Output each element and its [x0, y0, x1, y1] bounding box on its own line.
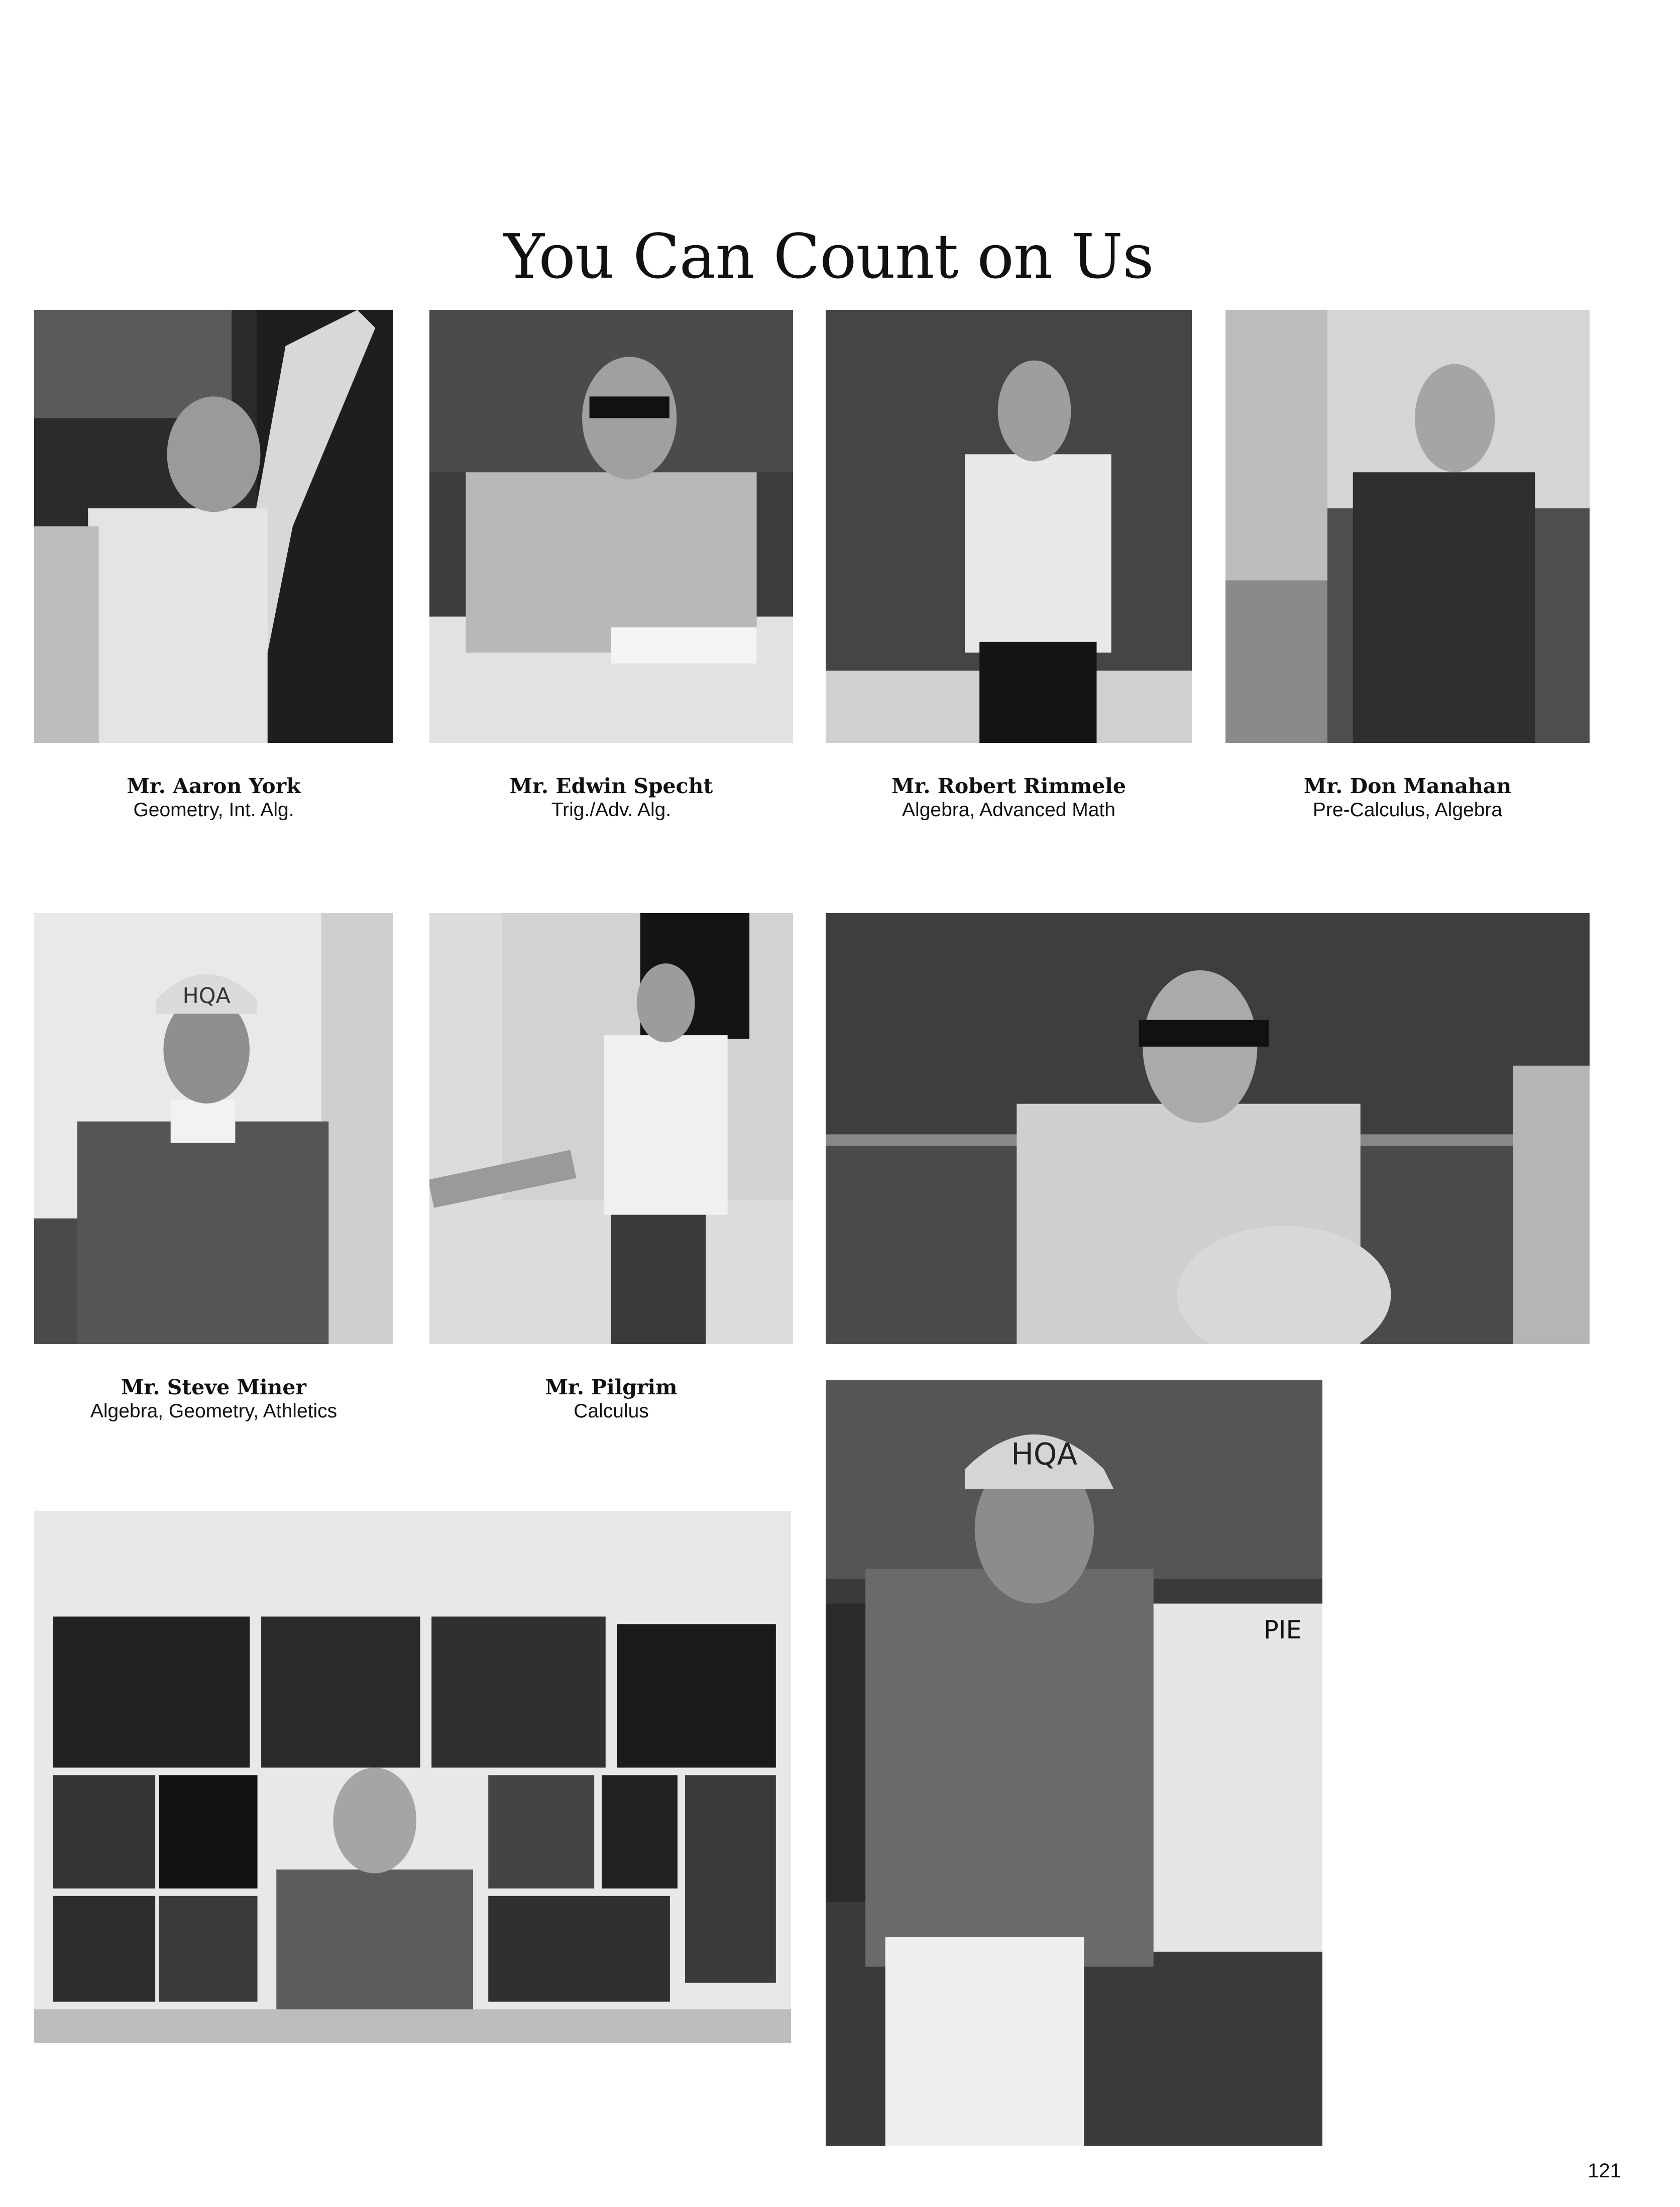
teacher-name: Mr. Robert Rimmele — [891, 774, 1126, 798]
teacher-name: Mr. Aaron York — [127, 774, 301, 798]
photo-robert-rimmele — [826, 310, 1192, 743]
photo-pilgrim — [429, 913, 793, 1344]
teacher-name: Mr. Don Manahan — [1303, 774, 1512, 798]
caption-edwin-specht — [429, 774, 793, 822]
caption-aaron-york — [34, 774, 393, 822]
caption-pilgrim — [429, 1375, 793, 1423]
page-number: 121 — [1588, 2160, 1621, 2182]
photo-don-manahan — [1225, 310, 1590, 743]
teacher-name: Mr. Pilgrim — [545, 1375, 678, 1399]
teacher-subject: Algebra, Geometry, Athletics — [90, 1400, 338, 1422]
photo-football-coach — [826, 1380, 1322, 2146]
teacher-subject: Calculus — [574, 1400, 649, 1422]
teacher-subject: Pre-Calculus, Algebra — [1312, 799, 1503, 821]
photo-poster-wall — [34, 1511, 791, 2043]
photo-steve-miner — [34, 913, 393, 1344]
teacher-name: Mr. Steve Miner — [121, 1375, 307, 1399]
page-title: You Can Count on Us — [504, 221, 1154, 292]
photo-aaron-york — [34, 310, 393, 743]
teacher-subject: Trig./Adv. Alg. — [551, 799, 671, 821]
jersey-text: PIE — [1264, 1615, 1302, 1644]
teacher-name: Mr. Edwin Specht — [509, 774, 713, 798]
caption-steve-miner — [34, 1375, 393, 1423]
caption-robert-rimmele — [826, 774, 1192, 822]
photo-edwin-specht — [429, 310, 793, 743]
teacher-subject: Algebra, Advanced Math — [902, 799, 1115, 821]
cap-logo-text: HQA — [182, 983, 231, 1009]
photo-classroom-wide — [826, 913, 1590, 1344]
teacher-subject: Geometry, Int. Alg. — [133, 799, 294, 821]
caption-don-manahan — [1225, 774, 1590, 822]
cap-logo-text: HQA — [1011, 1437, 1078, 1472]
